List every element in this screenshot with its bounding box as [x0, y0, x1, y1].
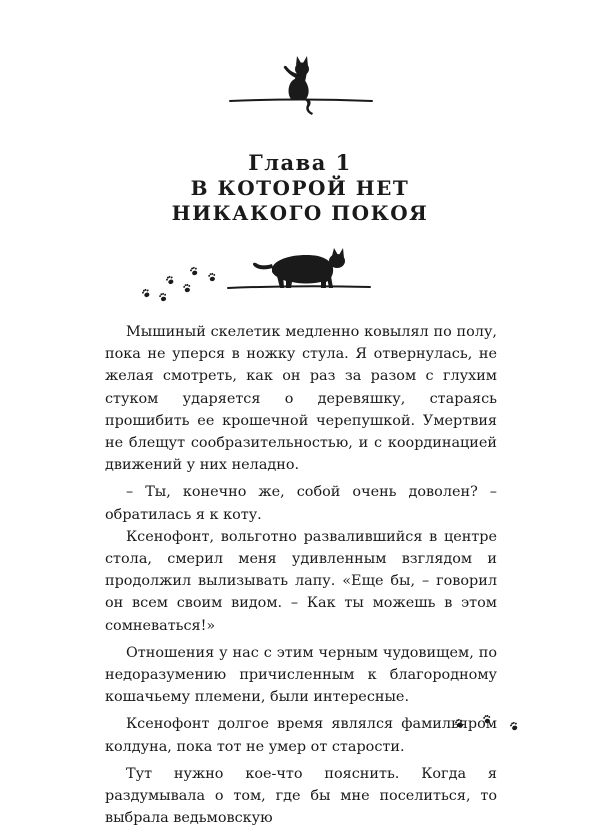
- paragraph-4: Отношения у нас с этим черным чудовищем, по недоразумению причисленным к благородному кошачьему племени, были интересные.: [105, 644, 497, 706]
- paragraph-6: Тут нужно кое-что пояснить. Когда я раздумывала о том, где бы мне поселиться, то выбрала ведьмовскую: [105, 765, 497, 827]
- paragraph-2: – Ты, конечно же, собой очень доволен? – обратилась я к коту.: [105, 484, 497, 523]
- paragraph-3: Ксенофонт, вольготно развалившийся в центре стола, смерил меня удивленным взглядом и продолжил вылизывать лапу. «Еще бы, – говорил он всем своим видом. – Как ты можешь в этом сомневаться!»: [105, 528, 497, 634]
- walking-cat-with-paw-prints-icon: [141, 248, 370, 302]
- sitting-cat-on-line-icon: [230, 56, 372, 115]
- chapter-title-line-2: НИКАКОГО ПОКОЯ: [171, 201, 429, 225]
- chapter-body: [105, 321, 497, 834]
- chapter-number: Глава 1: [248, 150, 352, 175]
- paw-trail-icon: [141, 266, 216, 302]
- chapter-title-line-1: В КОТОРОЙ НЕТ: [190, 176, 410, 200]
- paragraph-5: Ксенофонт долгое время являлся фамильяром колдуна, пока тот не умер от старости.: [105, 716, 497, 755]
- paragraph-1: Мышиный скелетик медленно ковылял по полу, пока не уперся в ножку стула. Я отвернулась, не желая смотреть, как он раз за разом с глухим стуком ударяется о деревяшку, стараясь прошибить ее крошечной черепушкой. Умертвия не блещут сообразительностью, и с координацией движений у них неладно.: [105, 324, 497, 474]
